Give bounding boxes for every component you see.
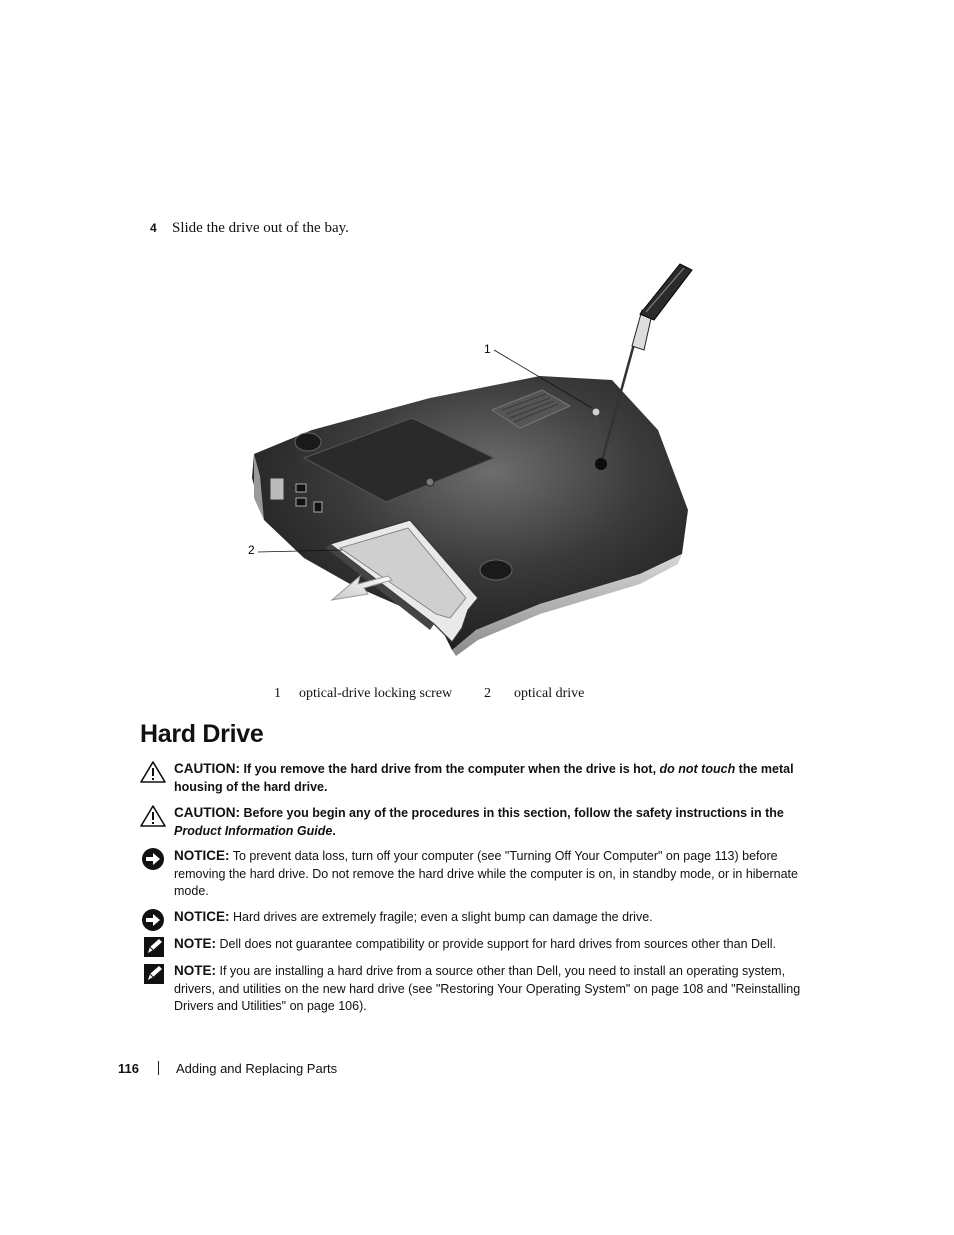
footer-divider	[158, 1061, 159, 1075]
caution-text-2: CAUTION: Before you begin any of the procedures in this section, follow the safety instructions in the Product Information Guide.	[174, 805, 784, 838]
port	[296, 498, 306, 506]
caution-note-2	[140, 804, 820, 840]
notice-text-1: NOTICE: To prevent data loss, turn off your computer (see "Turning Off Your Computer" on page 113) before removing the hard drive. Do not remove the hard drive while the computer is on, in standby mode, or in hibernate mode.	[174, 848, 798, 898]
step-number: 4	[150, 221, 157, 235]
optical-drive-removal-figure	[240, 258, 710, 663]
port	[314, 502, 322, 512]
page-number: 116	[118, 1061, 139, 1076]
caution-note-1	[140, 760, 820, 796]
note-1	[140, 935, 820, 954]
note-text-2: NOTE: If you are installing a hard drive from a source other than Dell, you need to install an operating system, drivers, and utilities on the new hard drive (see "Restoring Your Operating System" on page 108 and "Reinstalling Drivers and Utilities" on page 106).	[174, 963, 801, 1013]
section-heading: Hard Drive	[140, 720, 264, 748]
note-pencil-icon	[140, 962, 166, 986]
page-footer	[118, 1061, 337, 1076]
step-text: Slide the drive out of the bay.	[172, 220, 349, 236]
caution-triangle-icon	[140, 804, 166, 828]
caution-triangle-icon	[140, 760, 166, 784]
rubber-foot	[295, 433, 321, 451]
notice-arrow-icon	[140, 847, 166, 871]
port	[296, 484, 306, 492]
notice-text-2: NOTICE: Hard drives are extremely fragile; even a slight bump can damage the drive.	[174, 909, 653, 924]
port	[270, 478, 284, 500]
legend-label-2: optical drive	[514, 686, 585, 701]
footer-section: Adding and Replacing Parts	[175, 1061, 338, 1076]
screw-hole	[595, 458, 607, 470]
note-text-1: NOTE: Dell does not guarantee compatibility or provide support for hard drives from sources other than Dell.	[174, 936, 777, 951]
legend-num-2: 2	[484, 686, 491, 701]
note-pencil-icon	[140, 935, 166, 959]
notice-note-2	[140, 908, 820, 927]
legend-num-1: 1	[274, 686, 281, 701]
callout-2-label: 2	[248, 543, 255, 557]
step-4	[150, 219, 349, 237]
notice-note-1	[140, 847, 820, 901]
note-2	[140, 962, 820, 1016]
cover-screw	[426, 478, 434, 486]
laptop-body	[252, 376, 688, 650]
rubber-foot	[480, 560, 512, 580]
legend-label-1: optical-drive locking screw	[299, 686, 453, 701]
caution-text-1: CAUTION: If you remove the hard drive from the computer when the drive is hot, do not touch the metal housing of the hard drive.	[174, 761, 794, 794]
notice-arrow-icon	[140, 908, 166, 932]
callout-1-label: 1	[484, 342, 491, 356]
